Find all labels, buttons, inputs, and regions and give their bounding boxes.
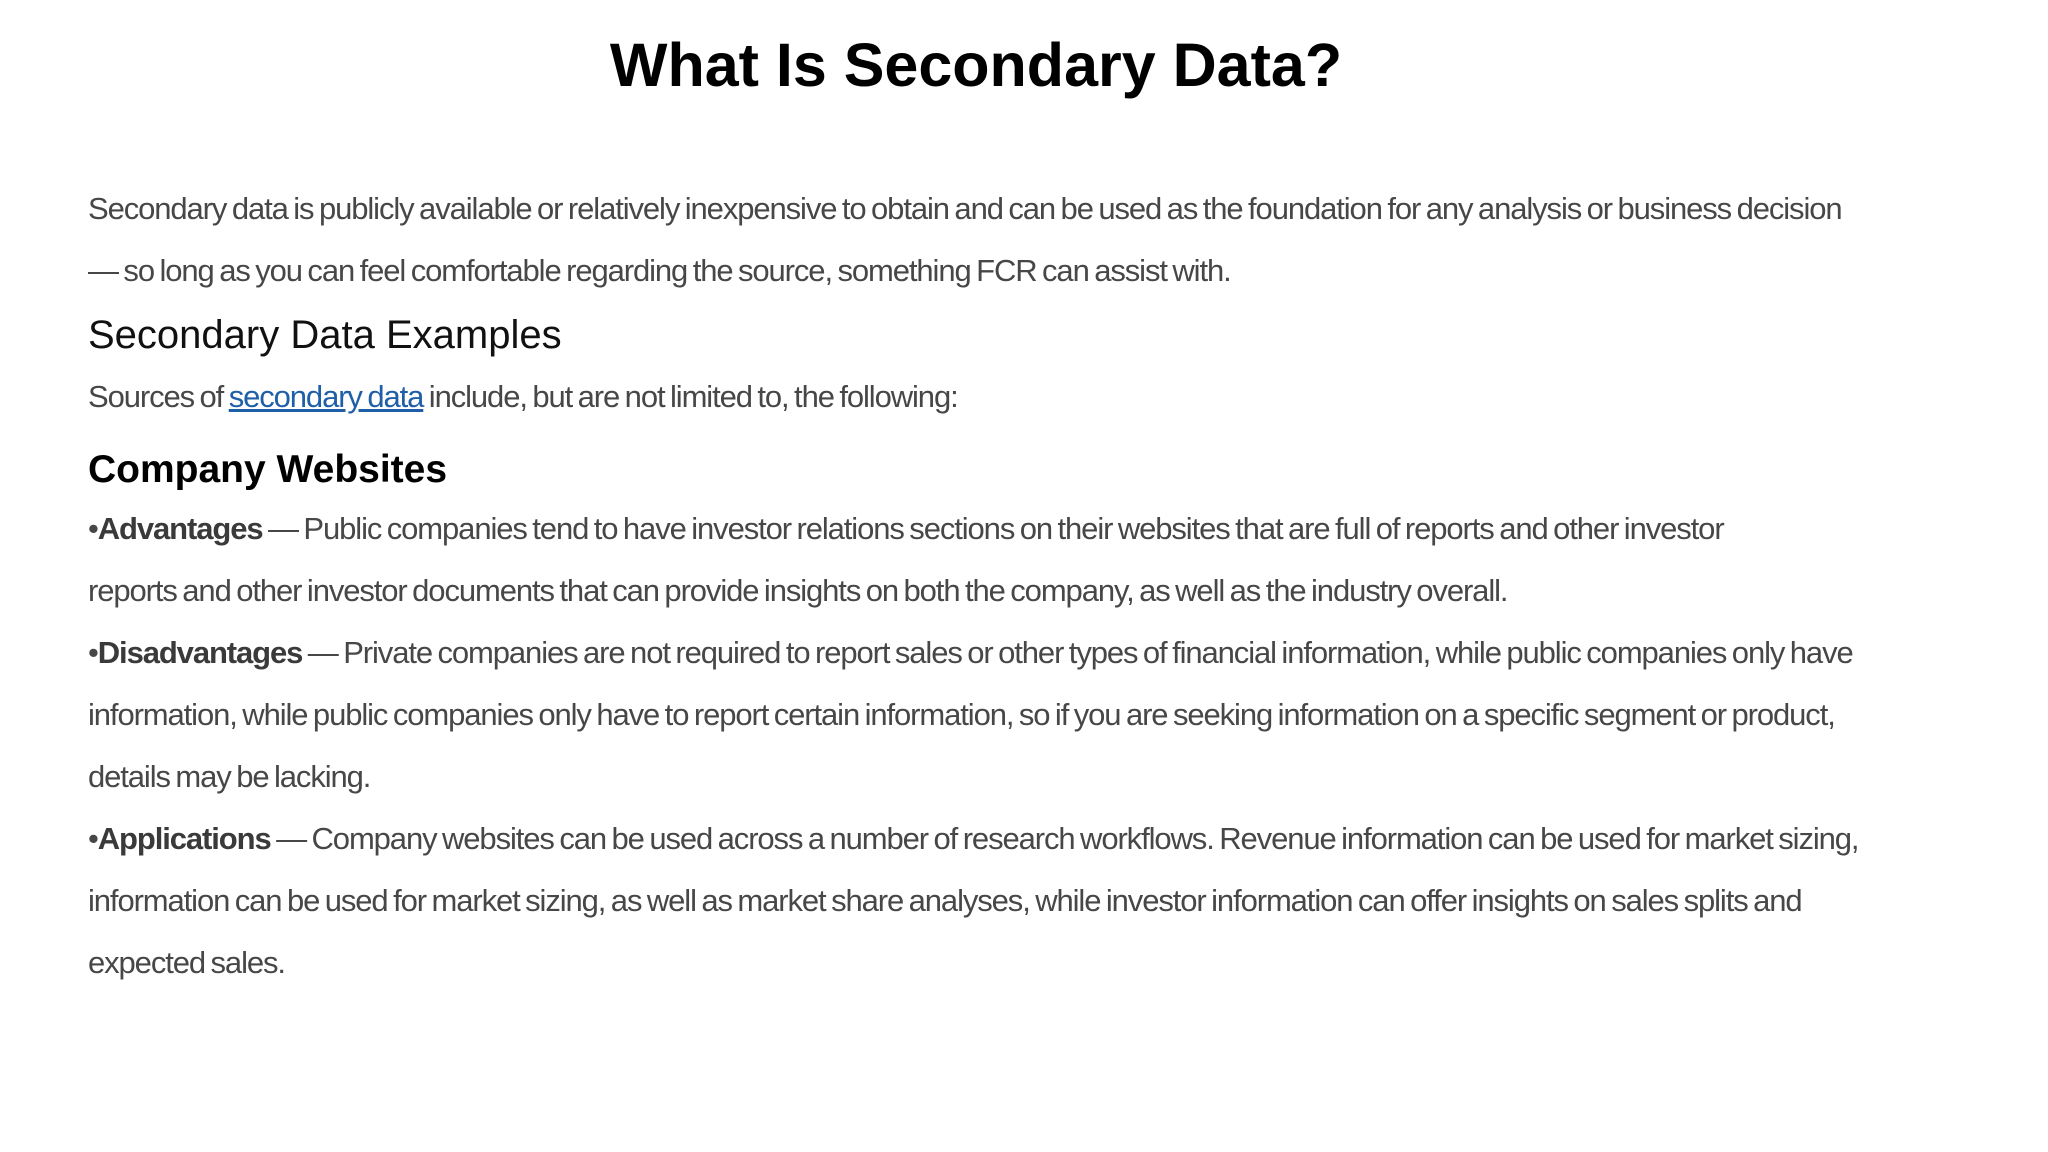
- slide-content: [88, 178, 1888, 994]
- disadvantages-line-3: details may be lacking.: [88, 759, 371, 794]
- sources-prefix: Sources of: [88, 379, 229, 414]
- advantages-bullet: [88, 498, 1888, 622]
- advantages-term: Advantages: [97, 511, 263, 546]
- disadvantages-line-2: information, while public companies only have to report certain information, so if you are seeking information on a specific segment or product,: [88, 697, 1835, 732]
- applications-line-2: information can be used for market sizing, as well as market share analyses, while investor information can offer insights on sales splits and: [88, 883, 1802, 918]
- examples-heading: Secondary Data Examples: [88, 313, 562, 357]
- intro-paragraph: [88, 178, 1888, 302]
- secondary-data-link[interactable]: secondary data: [228, 379, 424, 414]
- sources-suffix: include, but are not limited to, the following:: [423, 379, 958, 414]
- intro-line-2: — so long as you can feel comfortable regarding the source, something FCR can assist with.: [88, 253, 1231, 288]
- applications-line-3: expected sales.: [88, 945, 285, 980]
- applications-line-1: [88, 808, 1888, 870]
- bullet-marker: •: [88, 635, 98, 670]
- intro-line-1: Secondary data is publicly available or relatively inexpensive to obtain and can be used as the foundation for any analysis or business decision: [88, 191, 1842, 226]
- advantages-line-2: reports and other investor documents that can provide insights on both the company, as well as the industry overall.: [88, 573, 1508, 608]
- applications-text: — Company websites can be used across a number of research workflows. Revenue information can be used for market sizing,: [270, 821, 1859, 856]
- applications-term: Applications: [97, 821, 271, 856]
- sources-paragraph: [88, 366, 1888, 428]
- disadvantages-bullet: [88, 622, 1888, 808]
- company-websites-heading: Company Websites: [88, 448, 448, 491]
- disadvantages-text: — Private companies are not required to report sales or other types of financial information, while public companies only have: [302, 635, 1853, 670]
- applications-bullet: [88, 808, 1888, 994]
- disadvantages-line-1: [88, 622, 1888, 684]
- bullet-marker: •: [88, 511, 98, 546]
- advantages-line-1: [88, 498, 1888, 560]
- advantages-text: — Public companies tend to have investor relations sections on their websites that are full of reports and other investor: [262, 511, 1724, 546]
- disadvantages-term: Disadvantages: [97, 635, 303, 670]
- bullet-marker: •: [88, 821, 98, 856]
- page-title: What Is Secondary Data?: [609, 31, 1343, 99]
